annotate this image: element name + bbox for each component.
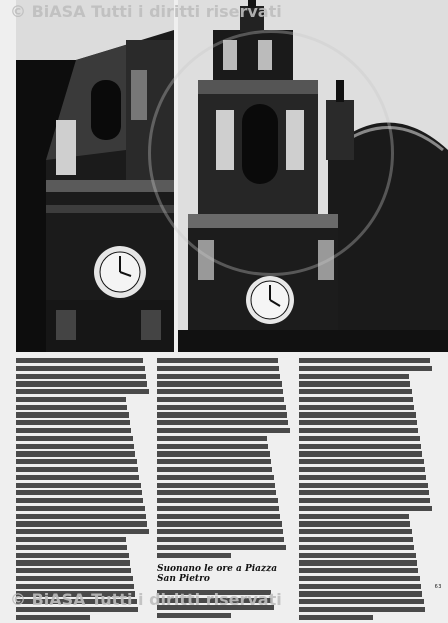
text-line — [16, 444, 134, 449]
text-line — [157, 483, 275, 488]
text-line — [16, 381, 147, 386]
text-line — [299, 475, 426, 480]
text-line — [157, 428, 290, 433]
text-line — [16, 537, 126, 542]
text-line — [299, 506, 432, 511]
text-line — [16, 506, 145, 511]
text-line — [157, 358, 278, 363]
text-line — [299, 358, 430, 363]
text-line — [16, 467, 138, 472]
text-line — [299, 599, 424, 604]
text-line — [16, 490, 142, 495]
text-line — [16, 568, 131, 573]
text-line — [299, 428, 418, 433]
text-line — [157, 490, 276, 495]
text-line — [157, 405, 286, 410]
text-line — [16, 521, 147, 526]
text-line — [299, 568, 418, 573]
text-line — [299, 490, 429, 495]
page-number: 63 — [434, 584, 442, 590]
text-line — [157, 514, 280, 519]
article-subheading: Suonano le ore a Piazza San Pietro — [157, 563, 278, 584]
text-line — [299, 366, 432, 371]
text-line — [16, 420, 130, 425]
text-line — [16, 428, 131, 433]
text-line — [16, 436, 133, 441]
text-line — [299, 381, 410, 386]
text-line — [299, 537, 413, 542]
text-line — [157, 397, 284, 402]
text-line — [157, 475, 274, 480]
text-line — [16, 358, 143, 363]
text-line — [157, 420, 288, 425]
text-line — [299, 521, 410, 526]
text-line — [157, 374, 280, 379]
text-line — [157, 498, 278, 503]
article-column-3 — [299, 358, 433, 623]
text-line — [157, 467, 272, 472]
text-line — [157, 553, 231, 558]
text-line — [157, 444, 268, 449]
text-line — [16, 498, 143, 503]
text-line — [299, 514, 409, 519]
text-line — [299, 553, 416, 558]
text-line — [157, 412, 287, 417]
text-line — [157, 537, 284, 542]
article-column-2 — [157, 358, 291, 621]
text-line — [157, 436, 267, 441]
text-line — [16, 475, 139, 480]
text-line — [299, 374, 409, 379]
text-line — [16, 412, 129, 417]
text-line — [299, 498, 430, 503]
text-line — [157, 613, 231, 618]
text-line — [299, 389, 412, 394]
text-line — [299, 467, 425, 472]
text-line — [16, 553, 129, 558]
text-line — [16, 615, 90, 620]
text-line — [299, 459, 424, 464]
text-line — [157, 521, 282, 526]
text-line — [299, 412, 416, 417]
text-line — [299, 560, 417, 565]
text-line — [299, 397, 413, 402]
text-line — [16, 405, 127, 410]
text-line — [157, 451, 270, 456]
article-body — [16, 358, 440, 584]
text-line — [299, 451, 422, 456]
text-line — [16, 483, 141, 488]
text-line — [157, 545, 286, 550]
watermark-seal — [148, 30, 394, 276]
text-line — [16, 397, 126, 402]
article-column-1 — [16, 358, 150, 623]
text-line — [299, 436, 420, 441]
text-line — [299, 444, 421, 449]
text-line — [299, 615, 373, 620]
text-line — [16, 545, 127, 550]
text-line — [16, 389, 149, 394]
text-line — [299, 420, 417, 425]
text-line — [16, 514, 146, 519]
text-line — [157, 389, 283, 394]
text-line — [16, 366, 145, 371]
text-line — [16, 576, 133, 581]
watermark-text-bottom: © BiASA Tutti i diritti riservati — [10, 590, 282, 609]
text-line — [16, 374, 146, 379]
text-line — [299, 607, 425, 612]
text-line — [299, 405, 414, 410]
text-line — [157, 506, 279, 511]
text-line — [16, 529, 149, 534]
text-line — [157, 366, 279, 371]
text-line — [299, 545, 414, 550]
column-2-text-block — [157, 358, 291, 558]
text-line — [16, 560, 130, 565]
text-line — [299, 483, 428, 488]
watermark-text-top: © BiASA Tutti i diritti riservati — [10, 2, 282, 21]
text-line — [157, 459, 271, 464]
text-line — [299, 576, 420, 581]
text-line — [299, 529, 412, 534]
text-line — [16, 459, 137, 464]
text-line — [157, 381, 282, 386]
text-line — [157, 529, 283, 534]
text-line — [16, 451, 135, 456]
